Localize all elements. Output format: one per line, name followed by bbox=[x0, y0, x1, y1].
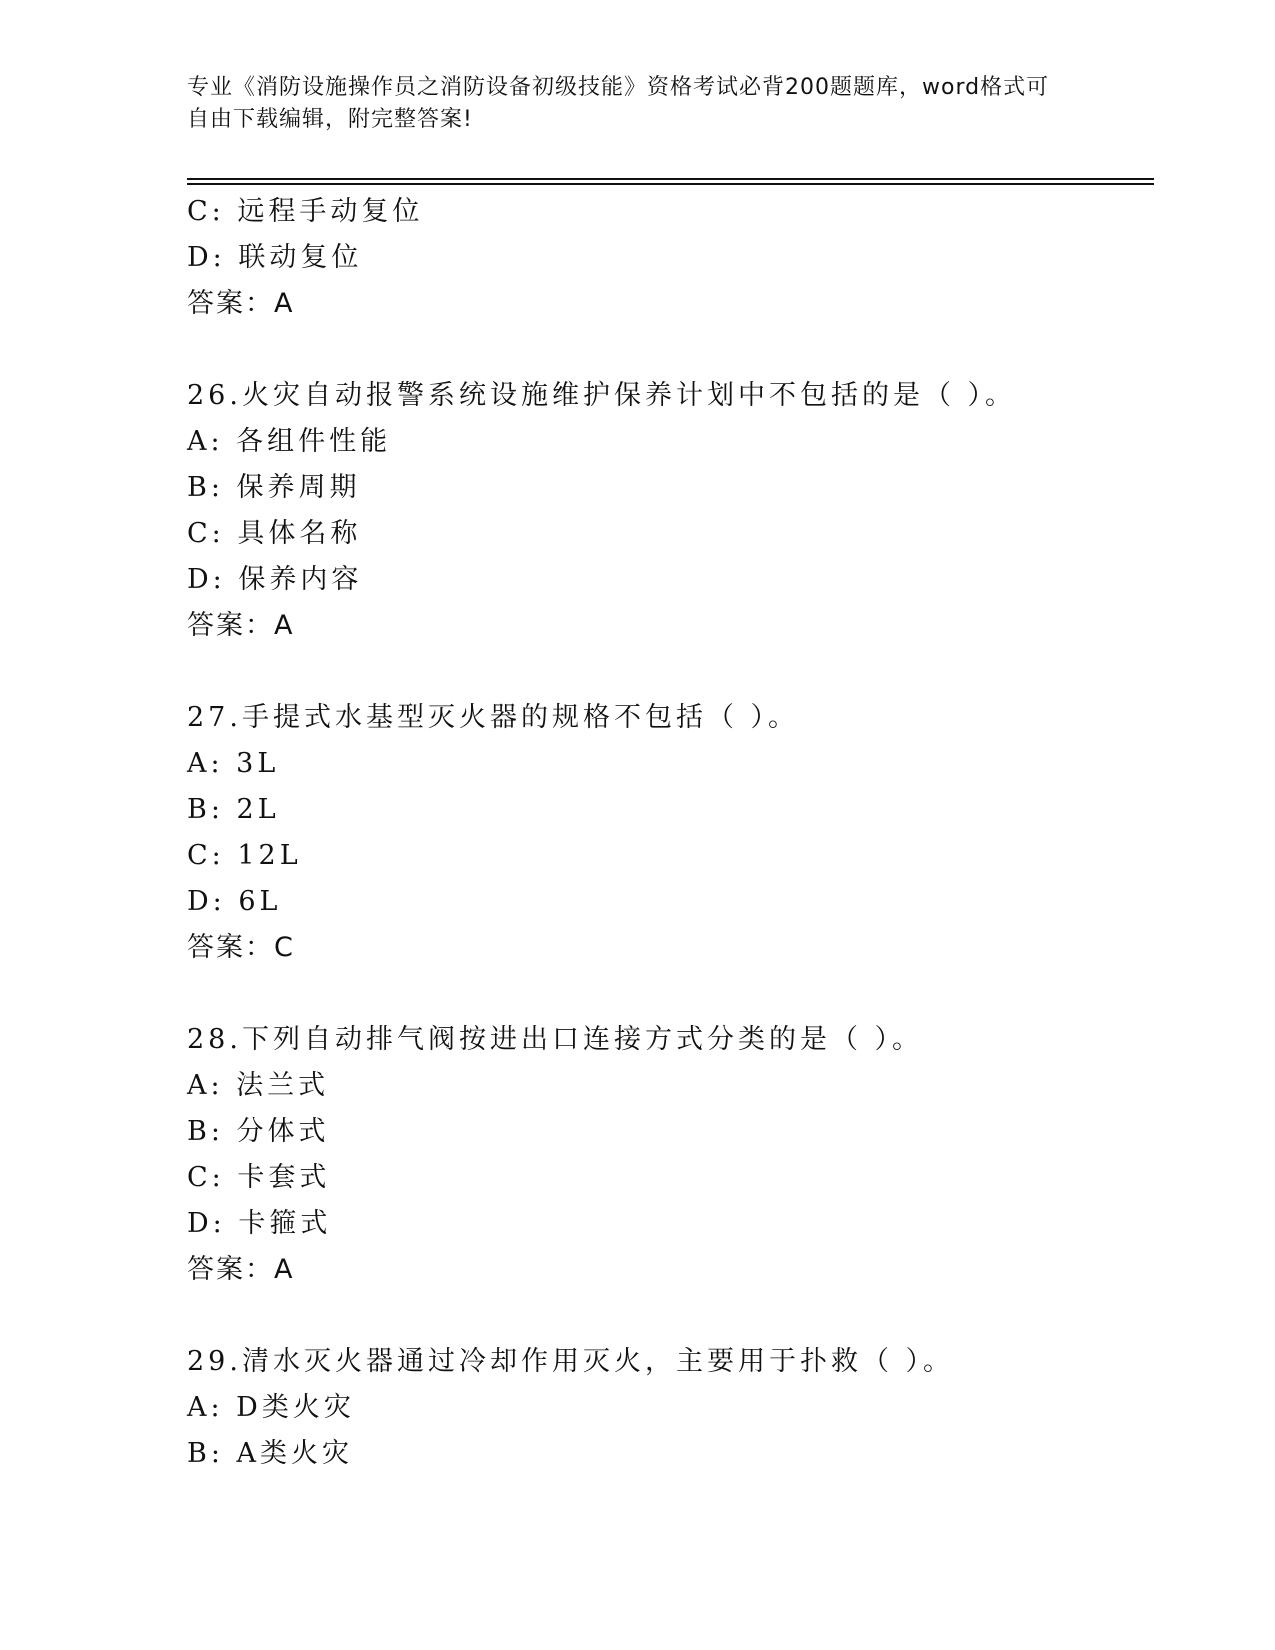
answer: 答案：C bbox=[187, 932, 295, 963]
answer: 答案：A bbox=[187, 288, 295, 319]
option-d: D: 联动复位 bbox=[187, 242, 363, 273]
question-stem: 26.火灾自动报警系统设施维护保养计划中不包括的是（ ）。 bbox=[187, 380, 1017, 411]
question-list bbox=[187, 189, 1154, 1477]
option-c: C: 远程手动复位 bbox=[187, 196, 424, 227]
answer: 答案：A bbox=[187, 610, 295, 641]
option-a: A: D类火灾 bbox=[187, 1392, 355, 1423]
option-c: C: 卡套式 bbox=[187, 1162, 331, 1193]
answer: 答案：A bbox=[187, 1254, 295, 1285]
page-header: 专业《消防设施操作员之消防设备初级技能》资格考试必背200题题库，word格式可自由下载编辑，附完整答案! bbox=[187, 75, 1050, 132]
question-stem: 28.下列自动排气阀按进出口连接方式分类的是（ ）。 bbox=[187, 1024, 924, 1055]
option-d: D: 6L bbox=[187, 886, 282, 917]
option-b: B: 分体式 bbox=[187, 1116, 330, 1147]
option-b: B: 保养周期 bbox=[187, 472, 361, 503]
option-a: A: 法兰式 bbox=[187, 1070, 330, 1101]
question-stem: 27.手提式水基型灭火器的规格不包括（ ）。 bbox=[187, 702, 800, 733]
header-divider-bottom bbox=[187, 183, 1154, 185]
option-a: A: 各组件性能 bbox=[187, 426, 392, 457]
option-b: B: 2L bbox=[187, 794, 280, 825]
header-divider-top bbox=[187, 178, 1154, 180]
option-d: D: 卡箍式 bbox=[187, 1208, 332, 1239]
option-c: C: 具体名称 bbox=[187, 518, 362, 549]
option-c: C: 12L bbox=[187, 840, 302, 871]
option-d: D: 保养内容 bbox=[187, 564, 363, 595]
option-a: A: 3L bbox=[187, 748, 280, 779]
option-b: B: A类火灾 bbox=[187, 1438, 354, 1469]
question-stem: 29.清水灭火器通过冷却作用灭火，主要用于扑救（ ）。 bbox=[187, 1346, 955, 1377]
